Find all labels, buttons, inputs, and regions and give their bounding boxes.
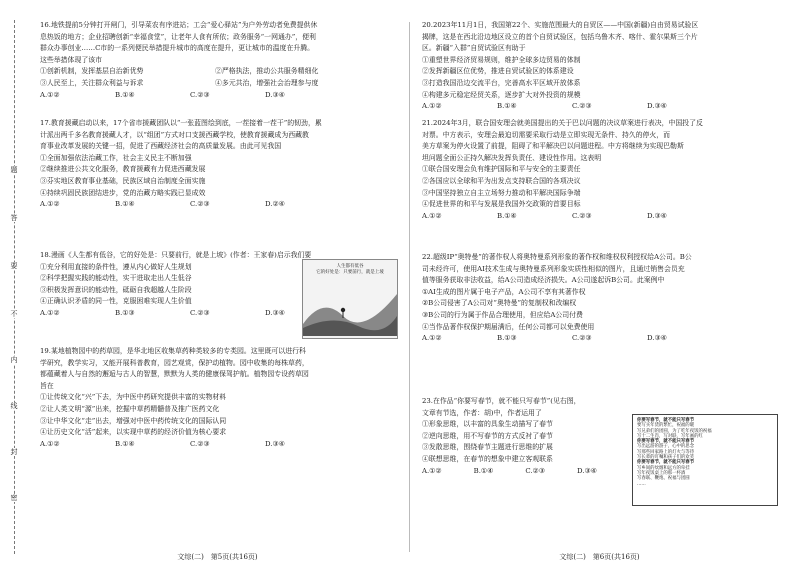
choice-b[interactable]: B.①③ bbox=[497, 334, 517, 343]
poem-line: 写年夜饭桌上的那一杯酒 bbox=[637, 470, 686, 476]
choice-b[interactable]: B.①④ bbox=[497, 102, 517, 111]
option: ③中国坚持独立自主立场努力推动和平解决国际争端 bbox=[422, 188, 581, 197]
choice-c[interactable]: C.②③ bbox=[572, 334, 592, 343]
option: ①联合国安理会负有维护国际和平与安全的主要责任 bbox=[422, 165, 581, 174]
question-17 bbox=[40, 118, 395, 211]
choice-a[interactable]: A.①② bbox=[422, 102, 442, 111]
choice-d[interactable]: D.③④ bbox=[576, 466, 597, 475]
exam-page-5 bbox=[40, 0, 395, 574]
question-stem-line: 学研究，教学实习，又能开展科普教育，园艺观赏，保护动植物。园中收集的每株草药， bbox=[40, 358, 309, 367]
option: ③人民至上，关注群众利益与诉求 bbox=[40, 78, 144, 87]
choice-c[interactable]: C.②③ bbox=[190, 90, 210, 99]
margin-char: 线 bbox=[8, 402, 20, 410]
poem-line: 写十二生肖，写对联，写年画的红 bbox=[637, 433, 703, 439]
option: ①AI生成的图片属于电子产品，A公司不享有其著作权 bbox=[422, 287, 586, 296]
option: ②让人类文明“源”出来，挖掘中草药精髓普及推广医药文化 bbox=[40, 404, 220, 413]
question-stem-line: 计派出两千多名教育援藏人才，以“组团”方式对口支援西藏学校，使教育援藏成为西藏教 bbox=[40, 130, 309, 139]
option: ③让中华文化“走”出去，增强对中医中药传统文化的国际认同 bbox=[40, 416, 227, 425]
option: ③B公司的行为属于作品合理使用，但应给A公司付费 bbox=[422, 310, 583, 319]
option: ④促进世界的和平与发展是我国外交政策的首要目标 bbox=[422, 200, 581, 209]
choice-d[interactable]: D.③④ bbox=[647, 211, 667, 220]
option: ④持续巩固民族团结进步，党的治藏方略实践已显成效 bbox=[40, 188, 206, 197]
question-stem-line: 旨在 bbox=[40, 381, 54, 390]
poem-line: 写出远游的游子，心中的思念 bbox=[637, 444, 695, 450]
margin-char: 封 bbox=[8, 448, 20, 456]
option: ①形象思维，以丰富的具象生动描写了春节 bbox=[422, 420, 553, 429]
exam-page-6 bbox=[422, 0, 777, 574]
choice-c[interactable]: C.②③ bbox=[190, 200, 210, 209]
choice-c[interactable]: C.②③ bbox=[572, 102, 592, 111]
option: ①全面加强依法治藏工作，社会主义民主不断加强 bbox=[40, 153, 192, 162]
choice-a[interactable]: A.①② bbox=[40, 90, 60, 99]
question-stem-line: 18.漫画《人生都有低谷，它的好处是：只要前行，就是上坡》(作者：王家春)启示我们要 bbox=[40, 251, 312, 259]
poem-line: 写长辈的叮嘱和孩子们的欢笑 bbox=[637, 455, 695, 461]
poem-line: 你要写春节，就不能只写春节 bbox=[637, 439, 695, 445]
option: ②逆向思维，用不写春节的方式反衬了春节 bbox=[422, 431, 553, 440]
page-footer: 文综(二) 第6页(共16页) bbox=[559, 553, 640, 561]
question-16 bbox=[40, 20, 395, 101]
question-19 bbox=[40, 346, 395, 450]
margin-char: 要 bbox=[8, 262, 20, 270]
poem-line: 写兄弟们的团圆，为了吃年夜饭的祝福 bbox=[637, 428, 712, 434]
choice-a[interactable]: A.①② bbox=[40, 308, 60, 317]
cartoon-caption-line: 人生都有低谷 bbox=[336, 264, 364, 269]
question-stem-line: 都蕴藏着人与自然的邂逅与古人的智慧，默默为人类的健康保驾护航。植物园专设药草园 bbox=[40, 370, 309, 379]
poem-line: 写那些回家路上的灯火与等待 bbox=[637, 449, 695, 455]
question-stem-line: 息热饭的地方；企业招聘创新“幸福食堂”，让老年人食有所依；政务服务“一网通办”，便利 bbox=[40, 32, 316, 41]
page-footer: 文综(二) 第5页(共16页) bbox=[177, 553, 258, 561]
question-stem-line: 19.某地植物园中的药草园，是华北地区收集草药种类较多的专类园。这里既可以进行科 bbox=[40, 347, 306, 355]
poem-line: 写春联、鞭炮、祝福与团圆 bbox=[637, 476, 690, 482]
choice-a[interactable]: A.①② bbox=[40, 439, 60, 448]
choice-a[interactable]: A.①② bbox=[422, 466, 442, 475]
cartoon-caption bbox=[303, 264, 397, 276]
question-stem-line: 美方草案为停火设置了前提，阻碍了和平解决巴以问题进程。中方将继续为实现巴勒斯 bbox=[422, 142, 684, 151]
choice-d[interactable]: D.③④ bbox=[265, 439, 285, 448]
choice-c[interactable]: C.②③ bbox=[190, 308, 210, 317]
answer-choices bbox=[422, 466, 627, 478]
option: ①让传统文化“兴”下去，为中医中药研究提供丰富的实物材料 bbox=[40, 393, 227, 402]
option: ①创新机制，发挥基层自治新优势 bbox=[40, 67, 144, 76]
question-stem-line: 区。新疆“入群”自贸试验区有助于 bbox=[422, 44, 526, 53]
choice-c[interactable]: C.②③ bbox=[572, 211, 592, 220]
question-stem-line: 17.教育援藏启动以来，17个省市援藏团队以“一张蓝图绘到底，一茬接着一茬干”的韧劲，累 bbox=[40, 119, 322, 127]
margin-char: 内 bbox=[8, 356, 20, 364]
option: ③芬实地区教育事业基础，民族区域自治制度全面实施 bbox=[40, 176, 206, 185]
answer-choices bbox=[422, 101, 722, 113]
answer-choices bbox=[422, 333, 722, 345]
option: ④让历史文化“活”起来，以实现中草药的经济价值为核心要求 bbox=[40, 428, 227, 437]
option: ④联想思维，在春节的想象中建立客观联系 bbox=[422, 454, 553, 463]
choice-b[interactable]: B.①④ bbox=[497, 211, 517, 220]
option: ④构建多元稳定经贸关系，逐步扩大对外投资的规模 bbox=[422, 90, 581, 99]
choice-d[interactable]: D.③④ bbox=[265, 308, 285, 317]
poem-line: 要写买年货的繁忙，祝福的暖 bbox=[637, 423, 695, 429]
poem-line: …… bbox=[637, 481, 646, 487]
choice-a[interactable]: A.①② bbox=[422, 334, 442, 343]
question-stem-line: 21.2024年3月，联合国安理会就美国提出的关于巴以问题的决议草案进行表决，中国投了反 bbox=[422, 119, 703, 127]
binding-margin bbox=[0, 0, 28, 574]
question-stem-line: 文章有节选，作者：胡)中，作者运用了 bbox=[422, 408, 542, 417]
choice-a[interactable]: A.①② bbox=[40, 200, 60, 209]
option: ②B公司侵害了A公司对“奥特曼”的复制权和改编权 bbox=[422, 299, 577, 308]
question-stem-line: 20.2023年11月1日，我国第22个、实施范围最大的自贸区——中国(新疆)自由贸易试验区 bbox=[422, 21, 699, 29]
margin-char: 不 bbox=[8, 310, 20, 318]
question-22 bbox=[422, 252, 777, 345]
option: ③打造我国沿边交流平台，完善高水平区域开放体系 bbox=[422, 78, 581, 87]
question-stem-line: 育事业改革发展的关键一招，促进了西藏经济社会的高质量发展。由此可见我国 bbox=[40, 142, 282, 151]
choice-b[interactable]: B.①④ bbox=[115, 200, 135, 209]
option: ④当作品著作权保护期届满后，任何公司都可以免费使用 bbox=[422, 322, 595, 331]
poem-excerpt-box bbox=[632, 414, 778, 506]
choice-c[interactable]: C.②③ bbox=[190, 439, 210, 448]
option: ④多元共治，增强社会治理参与度 bbox=[215, 78, 319, 87]
poem-line: 你要写春节，就不能只写春节 bbox=[637, 460, 695, 466]
answer-choices bbox=[40, 199, 340, 211]
question-23 bbox=[422, 396, 627, 477]
answer-choices bbox=[40, 308, 340, 320]
poem-line: 写乡间的炊烟和远方的牵挂 bbox=[637, 465, 690, 471]
margin-char: 题 bbox=[8, 166, 20, 174]
option: ②科学把握实践的能动性，实干进取走出人生低谷 bbox=[40, 274, 192, 283]
question-20 bbox=[422, 20, 777, 113]
question-21 bbox=[422, 118, 777, 222]
margin-char: 密 bbox=[8, 494, 20, 502]
option: ②继续推进公共文化服务，教育援藏有力促进西藏发展 bbox=[40, 165, 206, 174]
question-stem-line: 16.地铁提前5分钟打开闸门，引导菜农有序进站；工会“爱心驿站”为户外劳动者免费提供休 bbox=[40, 21, 318, 29]
question-stem-line: 对票。中方表示，安理会最迫切需要采取行动是立即实现无条件、持久的停火，而 bbox=[422, 130, 671, 139]
choice-d[interactable]: D.②④ bbox=[265, 200, 285, 209]
option: ②发挥新疆区位优势，推进自贸试验区的体系建设 bbox=[422, 67, 574, 76]
binding-cut-line bbox=[14, 20, 15, 554]
poem-line: 你要写春节，就不能只写春节 bbox=[637, 418, 695, 423]
choice-b[interactable]: B.①④ bbox=[115, 90, 135, 99]
question-stem-line: 22.超级IP“奥特曼”的著作权人将奥特曼系列形象的著作权和维权权利授权给A公司。B公 bbox=[422, 253, 692, 261]
question-stem-line: 坦问题全面公正持久解决发挥负责任、建设性作用。这表明 bbox=[422, 153, 602, 162]
question-stem-line: 这些举措体现了该市 bbox=[40, 55, 103, 64]
option: ①重塑世界经济贸易规则，维护全球多边贸易的体制 bbox=[422, 55, 581, 64]
answer-choices bbox=[40, 439, 340, 451]
option: ③积极发挥意识的能动性，砥砺自我超越人生阶段 bbox=[40, 285, 192, 294]
answer-choices bbox=[40, 90, 340, 102]
choice-d[interactable]: D.③④ bbox=[265, 90, 285, 99]
question-stem-line: 23.在作品“你要写春节，就不能只写春节”(见右图， bbox=[422, 397, 581, 405]
cartoon-image bbox=[302, 259, 398, 339]
cartoon-hills-illustration bbox=[303, 276, 397, 336]
option: ③发散思维，围绕春节主题进行思维的扩展 bbox=[422, 443, 553, 452]
cartoon-caption-line: 它的好处是：只要前行，就是上坡 bbox=[316, 270, 384, 275]
question-stem-line: 揭牌，这是在西北沿边地区设立的首个自贸试验区，包括乌鲁木齐、喀什、霍尔果斯三个片 bbox=[422, 32, 698, 41]
choice-a[interactable]: A.①② bbox=[422, 211, 442, 220]
choice-d[interactable]: D.③④ bbox=[647, 102, 667, 111]
option: ①充分利用直接的条件性，遵从内心做好人生规划 bbox=[40, 262, 192, 271]
choice-b[interactable]: B.①④ bbox=[473, 466, 494, 475]
option: ②严格执法，推动公共服务精细化 bbox=[215, 67, 319, 76]
option: ④正确认识矛盾的同一性，克服困难实现人生价值 bbox=[40, 297, 192, 306]
option: ②各国应以全球和平为出发点支持联合国的各项决议 bbox=[422, 176, 581, 185]
page-divider bbox=[409, 22, 410, 552]
answer-choices bbox=[422, 211, 722, 223]
margin-char: 答 bbox=[8, 214, 20, 222]
question-stem-line: 值等服务获取非法收益，给A公司造成经济损失。A公司遂起诉B公司。此案例中 bbox=[422, 276, 665, 285]
question-stem-line: 司未经许可，使用AI技术生成与奥特曼系列形象实质性相似的图片，且通过销售会员充 bbox=[422, 264, 685, 273]
choice-c[interactable]: C.②③ bbox=[525, 466, 545, 475]
choice-b[interactable]: B.①④ bbox=[115, 439, 135, 448]
choice-d[interactable]: D.③④ bbox=[647, 334, 667, 343]
question-stem-line: 群众办事创业……C市的一系列便民举措提升城市的高度在提升，更让城市的温度在升腾。 bbox=[40, 44, 315, 53]
choice-b[interactable]: B.①③ bbox=[115, 308, 135, 317]
